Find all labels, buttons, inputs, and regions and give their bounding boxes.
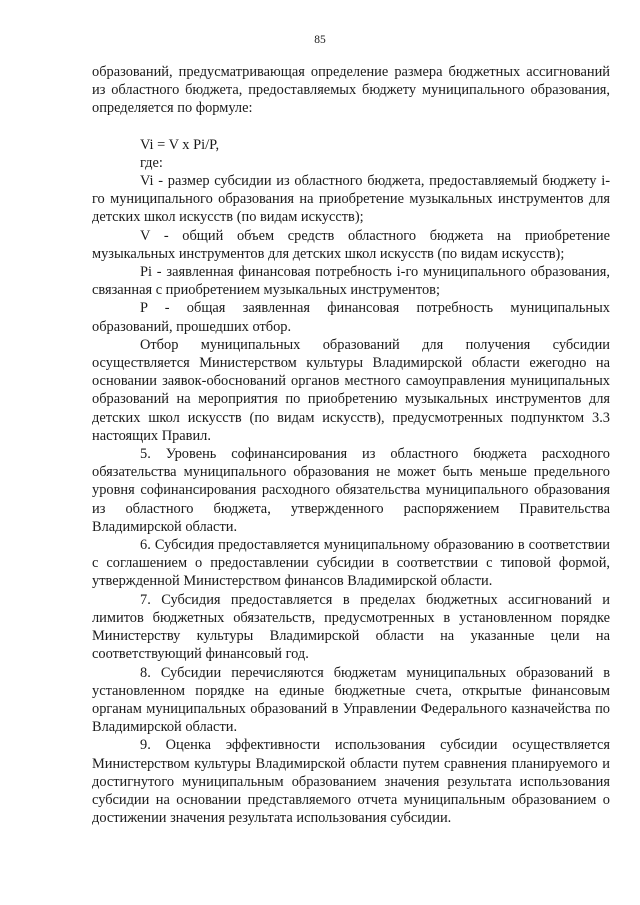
definition-v: V - общий объем средств областного бюджета на приобретение музыкальных инструментов для детских школ искусств (по видам искусств); bbox=[92, 227, 610, 262]
definition-pi: Pi - заявленная финансовая потребность i-го муниципального образования, связанная с приобретением музыкальных инструментов; bbox=[92, 264, 610, 299]
definition-p: P - общая заявленная финансовая потребность муниципальных образований, прошедших отбор. bbox=[92, 300, 610, 335]
paragraph-intro: образований, предусматривающая определение размера бюджетных ассигнований из областного бюджета, предоставляемых бюджету муниципального образования, определяется по формуле: bbox=[92, 64, 610, 117]
paragraph-item-8: 8. Субсидии перечисляются бюджетам муниципальных образований в установленном порядке на единые бюджетные счета, открытые финансовым органам муниципальных образований в Управлении Федерального казначейства по Владимирской области. bbox=[92, 664, 610, 736]
paragraph-item-6: 6. Субсидия предоставляется муниципальному образованию в соответствии с соглашением о предоставлении субсидии в соответствии с типовой формой, утвержденной Министерством финансов Владимирской области. bbox=[92, 537, 610, 590]
paragraph-item-5: 5. Уровень софинансирования из областного бюджета расходного обязательства муниципального образования не может быть меньше предельного уровня софинансирования расходного обязательства муниципального образования из областного бюджета, утвержденного распоряжением Правительства Владимирской области. bbox=[92, 446, 610, 535]
formula-where: где: bbox=[140, 154, 163, 171]
formula: Vi = V x Pi/P, bbox=[140, 136, 220, 153]
paragraph-selection: Отбор муниципальных образований для получения субсидии осуществляется Министерством культуры Владимирской области ежегодно на основании заявок-обоснований органов местного самоуправления муниципальных образований на мероприятия по приобретению музыкальных инструментов для детских школ искусств (по видам искусств), предусмотренных подпунктом 3.3 настоящих Правил. bbox=[92, 336, 610, 444]
paragraph-item-7: 7. Субсидия предоставляется в пределах бюджетных ассигнований и лимитов бюджетных обязательств, предусмотренных в установленном порядке Министерству культуры Владимирской области на указанные цели на соответствующий финансовый год. bbox=[92, 591, 610, 663]
page-number: 85 bbox=[314, 34, 326, 46]
paragraph-item-9: 9. Оценка эффективности использования субсидии осуществляется Министерством культуры Владимирской области путем сравнения планируемого и достигнутого муниципальным образованием значения результата использования субсидии на основании представляемого отчета муниципальным образованием о достижении значения результата использования субсидии. bbox=[92, 737, 610, 827]
definition-vi: Vi - размер субсидии из областного бюджета, предоставляемый бюджету i-го муниципального образования на приобретение музыкальных инструментов для детских школ искусств (по видам искусств); bbox=[92, 173, 610, 226]
document-body bbox=[92, 63, 610, 827]
